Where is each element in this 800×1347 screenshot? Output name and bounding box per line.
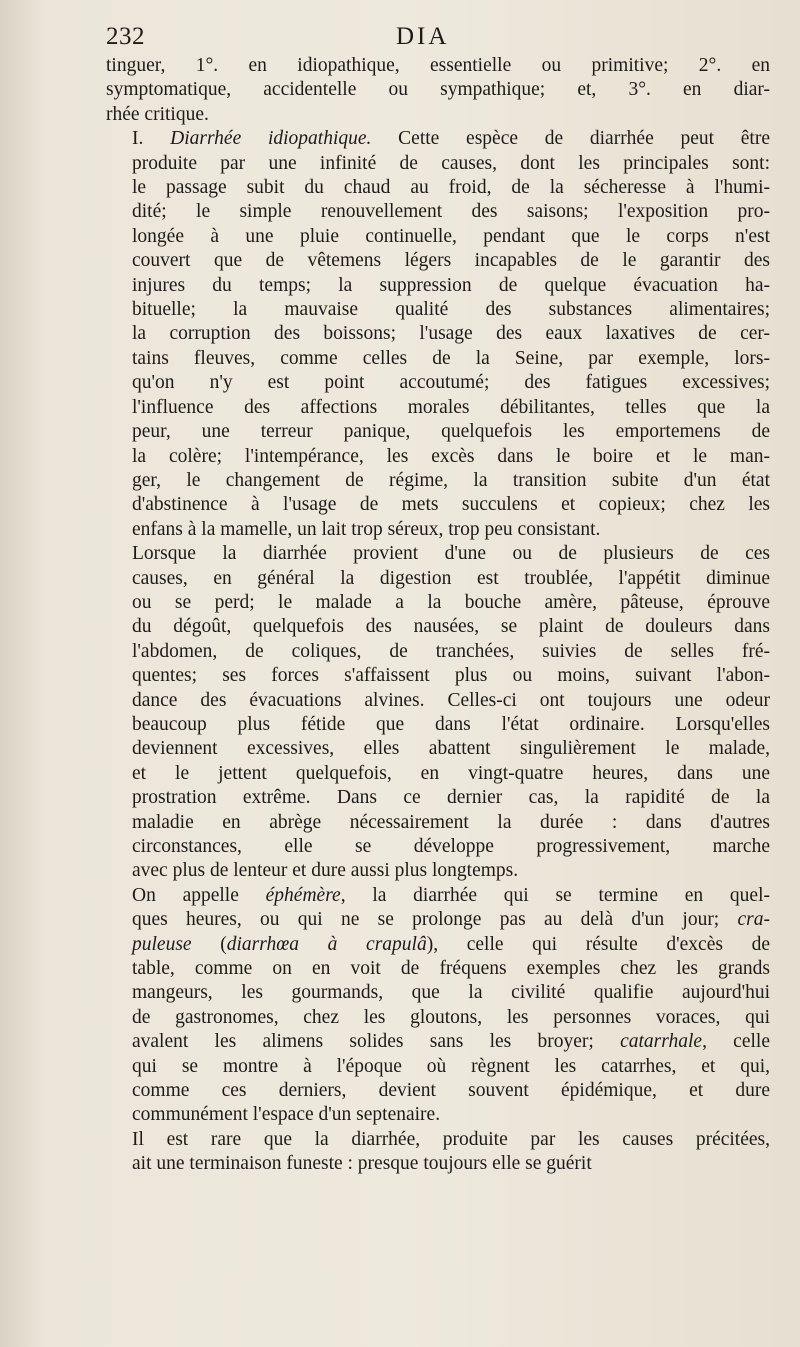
text-line xyxy=(106,933,770,957)
text-line xyxy=(106,469,770,493)
text-run: couvert que de vêtemens légers incapables de le garantir des xyxy=(132,250,770,272)
text-line xyxy=(106,786,770,810)
text-line xyxy=(106,762,770,786)
text-run: l'abdomen, de coliques, de tranchées, suivies de selles fré- xyxy=(132,640,770,662)
text-run: Il est rare que la diarrhée, produite par les causes précitées, xyxy=(132,1128,770,1150)
text-line xyxy=(106,640,770,664)
text-line xyxy=(106,322,770,346)
text-line xyxy=(106,542,770,566)
text-run: bituelle; la mauvaise qualité des substances alimentaires; xyxy=(132,299,770,321)
text-run: quentes; ses forces s'affaissent plus ou moins, suivant l'abon- xyxy=(132,665,770,687)
text-run: enfans à la mamelle, un lait trop séreux, trop peu consistant. xyxy=(132,518,601,540)
text-run: qui se montre à l'époque où règnent les catarrhes, et qui, xyxy=(132,1055,770,1077)
paragraph-lorsque xyxy=(106,542,770,884)
text-run: deviennent excessives, elles abattent singulièrement le malade, xyxy=(132,738,770,760)
text-run: comme ces derniers, devient souvent épidémique, et dure xyxy=(132,1080,770,1102)
italic-term: diarrhœa à crapulâ xyxy=(226,933,427,955)
text-line xyxy=(106,1152,770,1176)
text-line xyxy=(106,1055,770,1079)
text-run: ou se perd; le malade a la bouche amère, pâteuse, éprouve xyxy=(132,591,770,613)
text-run: On appelle xyxy=(132,884,266,906)
text-run: maladie en abrège nécessairement la durée : dans d'autres xyxy=(132,811,770,833)
text-run: qu'on n'y est point accoutumé; des fatigues excessives; xyxy=(132,372,770,394)
text-run: , celle xyxy=(702,1031,770,1053)
text-line xyxy=(106,103,770,127)
text-run: tains fleuves, comme celles de la Seine, par exemple, lors- xyxy=(132,347,770,369)
text-line xyxy=(106,1128,770,1152)
text-line xyxy=(106,1079,770,1103)
text-line xyxy=(106,811,770,835)
italic-term: cra- xyxy=(737,909,770,931)
text-run: et le jettent quelquefois, en vingt-quatre heures, dans une xyxy=(132,762,770,784)
text-line xyxy=(106,127,770,151)
paragraph-idiopathique xyxy=(106,127,770,542)
text-run: ques heures, ou qui ne se prolonge pas au delà d'un jour; xyxy=(132,909,738,931)
text-run: l'influence des affections morales débilitantes, telles que la xyxy=(132,396,770,418)
italic-term: catarrhale xyxy=(620,1031,703,1053)
text-run: , la diarrhée qui se termine en quel- xyxy=(340,884,770,906)
text-run: ( xyxy=(191,933,227,955)
italic-term: puleuse xyxy=(132,933,192,955)
text-line xyxy=(106,615,770,639)
text-line xyxy=(106,737,770,761)
text-line xyxy=(106,152,770,176)
text-run: table, comme on en voit de fréquens exemples chez les grands xyxy=(132,958,770,980)
text-line xyxy=(106,274,770,298)
text-line xyxy=(106,518,770,542)
page-number: 232 xyxy=(106,23,145,50)
text-run: la corruption des boissons; l'usage des eaux laxatives de cer- xyxy=(132,323,770,345)
text-line xyxy=(106,1103,770,1127)
text-run: du dégoût, quelquefois des nausées, se plaint de douleurs dans xyxy=(132,616,770,638)
text-line xyxy=(106,591,770,615)
text-run: de gastronomes, chez les gloutons, les personnes voraces, qui xyxy=(132,1006,770,1028)
text-line xyxy=(106,567,770,591)
text-line xyxy=(106,249,770,273)
text-line xyxy=(106,298,770,322)
text-run: ait une terminaison funeste : presque toujours elle se guérit xyxy=(132,1153,592,1175)
text-line xyxy=(106,713,770,737)
text-line xyxy=(106,835,770,859)
text-line xyxy=(106,54,770,78)
text-line xyxy=(106,420,770,444)
text-line xyxy=(106,908,770,932)
text-run: Lorsque la diarrhée provient d'une ou de plusieurs de ces xyxy=(132,543,770,565)
text-run: communément l'espace d'un septenaire. xyxy=(132,1104,441,1126)
text-run: la colère; l'intempérance, les excès dans le boire et le man- xyxy=(132,445,770,467)
text-run: produite par une infinité de causes, dont les principales sont: xyxy=(132,152,770,174)
text-line xyxy=(106,1006,770,1030)
text-run: peur, une terreur panique, quelquefois les emportemens de xyxy=(132,421,770,443)
text-run: longée à une pluie continuelle, pendant que le corps n'est xyxy=(132,225,770,247)
text-line xyxy=(106,1030,770,1054)
text-run: symptomatique, accidentelle ou sympathique; et, 3°. en diar- xyxy=(106,79,770,101)
text-run: beaucoup plus fétide que dans l'état ordinaire. Lorsqu'elles xyxy=(132,713,770,735)
body-text xyxy=(106,54,770,1177)
text-run: Cette espèce de diarrhée peut être xyxy=(371,128,771,150)
text-run: mangeurs, les gourmands, que la civilité qualifie aujourd'hui xyxy=(132,982,770,1004)
text-line xyxy=(106,347,770,371)
page-header xyxy=(106,20,770,54)
paragraph-ephemere xyxy=(106,884,770,1128)
text-run: ), celle qui résulte d'excès de xyxy=(426,933,770,955)
text-line xyxy=(106,859,770,883)
text-run: avalent les alimens solides sans les broyer; xyxy=(132,1031,621,1053)
text-line xyxy=(106,445,770,469)
text-run: ger, le changement de régime, la transition subite d'un état xyxy=(132,469,770,491)
text-run: tinguer, 1°. en idiopathique, essentielle ou primitive; 2°. en xyxy=(106,55,770,76)
text-line xyxy=(106,689,770,713)
text-run: causes, en général la digestion est troublée, l'appétit diminue xyxy=(132,567,770,589)
paragraph-rare xyxy=(106,1128,770,1177)
text-run: d'abstinence à l'usage de mets succulens et copieux; chez les xyxy=(132,494,770,516)
text-line xyxy=(106,884,770,908)
text-run: circonstances, elle se développe progressivement, marche xyxy=(132,836,770,857)
text-line xyxy=(106,176,770,200)
text-line xyxy=(106,78,770,102)
text-line xyxy=(106,493,770,517)
text-line xyxy=(106,981,770,1005)
running-head: DIA xyxy=(396,23,450,50)
italic-term: éphémère xyxy=(265,884,341,906)
text-run: le passage subit du chaud au froid, de la sécheresse à l'humi- xyxy=(132,177,770,199)
text-run: avec plus de lenteur et dure aussi plus longtemps. xyxy=(132,860,519,882)
paragraph-intro xyxy=(106,54,770,127)
text-line xyxy=(106,200,770,224)
italic-term: Diarrhée idiopathique. xyxy=(170,128,372,150)
text-run: injures du temps; la suppression de quelque évacuation ha- xyxy=(132,274,770,296)
text-run: I. xyxy=(132,128,171,150)
text-line xyxy=(106,957,770,981)
text-run: rhée critique. xyxy=(106,103,209,125)
text-line xyxy=(106,225,770,249)
text-run: dance des évacuations alvines. Celles-ci ont toujours une odeur xyxy=(132,689,770,711)
text-run: prostration extrême. Dans ce dernier cas, la rapidité de la xyxy=(132,787,770,809)
text-line xyxy=(106,371,770,395)
text-line xyxy=(106,396,770,420)
text-run: dité; le simple renouvellement des saisons; l'exposition pro- xyxy=(132,201,770,223)
text-line xyxy=(106,664,770,688)
